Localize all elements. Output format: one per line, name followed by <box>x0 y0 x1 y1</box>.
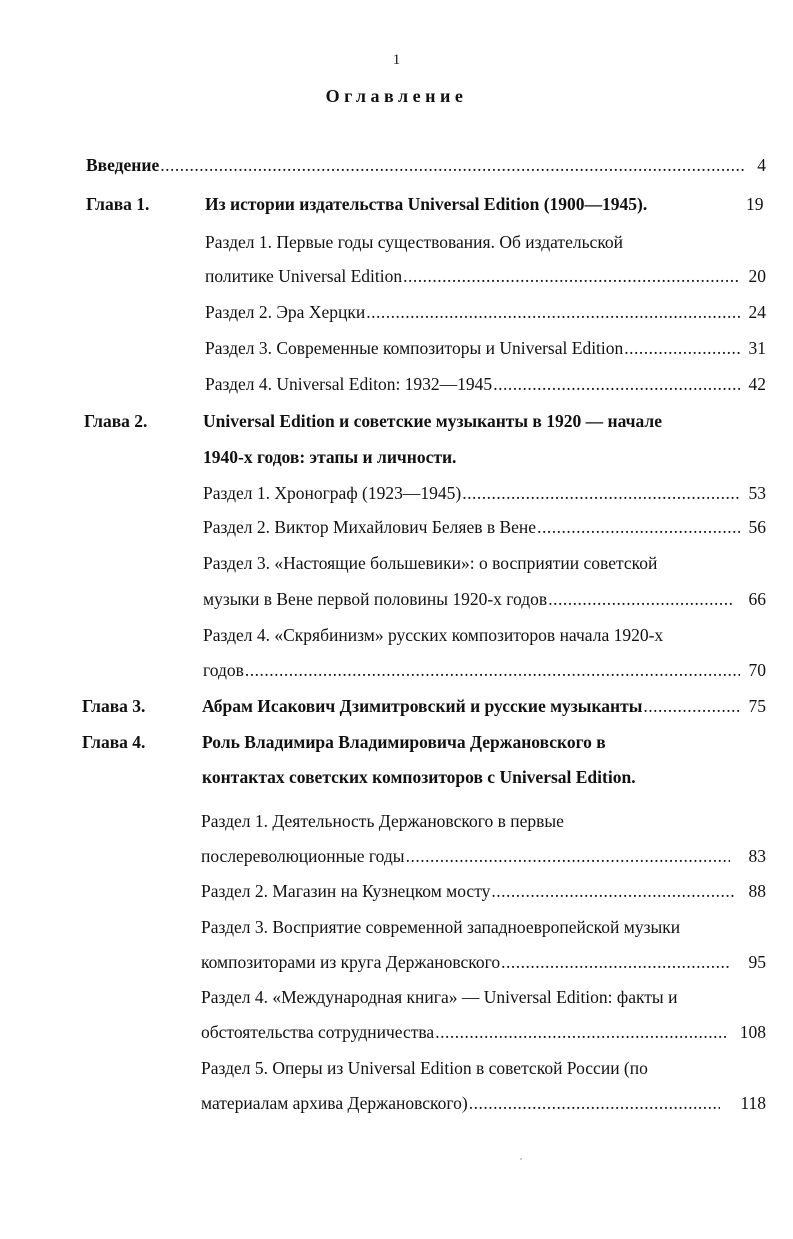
leader-dots <box>548 589 732 610</box>
ch4-section-3-line1[interactable]: Раздел 3. Восприятие современной западноевропейской музыки <box>201 917 681 937</box>
leader-dots <box>501 952 730 973</box>
ch2-section-3[interactable] <box>203 589 766 610</box>
chapter-1-label: Глава 1. <box>86 194 150 214</box>
leader-dots <box>469 1093 720 1114</box>
ch1-section-4-title: Раздел 4. Universal Editon: 1932—1945 <box>205 374 493 394</box>
ch1-section-3-title: Раздел 3. Современные композиторы и Universal Edition <box>205 338 624 358</box>
ch1-section-2-title: Раздел 2. Эра Херцки <box>205 302 366 322</box>
ch2-section-2-page: 56 <box>748 517 766 537</box>
ch2-section-3-line1[interactable]: Раздел 3. «Настоящие большевики»: о восприятии советской <box>203 553 658 573</box>
ch1-section-4-page: 42 <box>748 374 766 394</box>
chapter-3-page: 75 <box>748 696 766 716</box>
ch1-section-3[interactable] <box>205 338 766 359</box>
ch4-section-3-line2: композиторами из круга Держановского <box>201 952 501 972</box>
intro-label: Введение <box>86 155 160 175</box>
ch2-section-3-line2: музыки в Вене первой половины 1920-х годов <box>203 589 548 609</box>
ch2-section-1-page: 53 <box>748 483 766 503</box>
ch4-section-1[interactable] <box>201 846 766 867</box>
ch1-section-2-page: 24 <box>748 302 766 322</box>
ch4-section-5-line2: материалам архива Держановского) <box>201 1093 468 1113</box>
ch4-section-4-line1[interactable]: Раздел 4. «Международная книга» — Universal Edition: факты и <box>201 987 678 1007</box>
ch4-section-1-line2: послереволюционные годы <box>201 846 405 866</box>
chapter-1-title[interactable]: Из истории издательства Universal Edition (1900—1945). <box>205 194 648 214</box>
chapter-4-title-line2[interactable]: контактах советских композиторов с Universal Edition. <box>202 767 636 787</box>
ch4-section-1-page: 83 <box>748 846 766 866</box>
ch1-section-1[interactable] <box>205 266 766 287</box>
scan-speck <box>520 1158 522 1160</box>
ch4-section-2[interactable] <box>201 881 766 902</box>
ch2-section-2[interactable] <box>203 517 766 538</box>
leader-dots <box>491 881 736 902</box>
chapter-2-title-line2[interactable]: 1940-х годов: этапы и личности. <box>203 447 457 467</box>
ch2-section-4[interactable] <box>203 660 766 681</box>
leader-dots <box>406 846 730 867</box>
intro-page: 4 <box>757 155 766 175</box>
leader-dots <box>245 660 740 681</box>
ch1-section-1-line2: политике Universal Edition <box>205 266 403 286</box>
ch4-section-2-title: Раздел 2. Магазин на Кузнецком мосту <box>201 881 491 901</box>
ch2-section-1-title: Раздел 1. Хронограф (1923—1945) <box>203 483 462 503</box>
ch1-section-1-line1[interactable]: Раздел 1. Первые годы существования. Об издательской <box>205 232 624 252</box>
leader-dots <box>160 155 744 176</box>
ch2-section-4-line1[interactable]: Раздел 4. «Скрябинизм» русских композиторов начала 1920-х <box>203 625 664 645</box>
ch2-section-3-page: 66 <box>748 589 766 609</box>
chapter-3[interactable] <box>202 696 766 717</box>
ch2-section-2-title: Раздел 2. Виктор Михайлович Беляев в Вене <box>203 517 537 537</box>
chapter-4-title-line1[interactable]: Роль Владимира Владимировича Держановского в <box>202 732 606 752</box>
leader-dots <box>366 302 740 323</box>
ch4-section-5[interactable] <box>201 1093 766 1114</box>
chapter-2-label: Глава 2. <box>84 411 148 431</box>
chapter-2-title-line1[interactable]: Universal Edition и советские музыканты в 1920 — начале <box>203 411 662 431</box>
ch2-section-1[interactable] <box>203 483 766 504</box>
ch1-section-4[interactable] <box>205 374 766 395</box>
ch4-section-1-line1[interactable]: Раздел 1. Деятельность Держановского в первые <box>201 811 564 831</box>
leader-dots <box>643 696 740 717</box>
page-title: Оглавление <box>325 86 468 106</box>
ch4-section-5-page: 118 <box>740 1093 766 1113</box>
leader-dots <box>403 266 740 287</box>
leader-dots <box>493 374 740 395</box>
ch4-section-3[interactable] <box>201 952 766 973</box>
ch4-section-4-line2: обстоятельства сотрудничества <box>201 1022 435 1042</box>
chapter-4-label: Глава 4. <box>82 732 146 752</box>
ch4-section-2-page: 88 <box>748 881 766 901</box>
chapter-3-title: Абрам Исакович Дзимитровский и русские музыканты <box>202 696 643 716</box>
ch4-section-4[interactable] <box>201 1022 766 1043</box>
ch2-section-4-page: 70 <box>748 660 766 680</box>
ch4-section-3-page: 95 <box>748 952 766 972</box>
leader-dots <box>462 483 740 504</box>
leader-dots <box>624 338 740 359</box>
ch1-section-3-page: 31 <box>748 338 766 358</box>
chapter-3-label: Глава 3. <box>82 696 146 716</box>
ch2-section-4-line2: годов <box>203 660 244 680</box>
ch1-section-1-page: 20 <box>748 266 766 286</box>
leader-dots <box>435 1022 726 1043</box>
chapter-1-page: 19 <box>746 194 764 214</box>
leader-dots <box>537 517 740 538</box>
ch4-section-4-page: 108 <box>739 1022 766 1042</box>
toc-entry-intro[interactable] <box>86 155 766 176</box>
ch1-section-2[interactable] <box>205 302 766 323</box>
page-number: 1 <box>392 52 401 68</box>
ch4-section-5-line1[interactable]: Раздел 5. Оперы из Universal Edition в советской России (по <box>201 1058 648 1078</box>
